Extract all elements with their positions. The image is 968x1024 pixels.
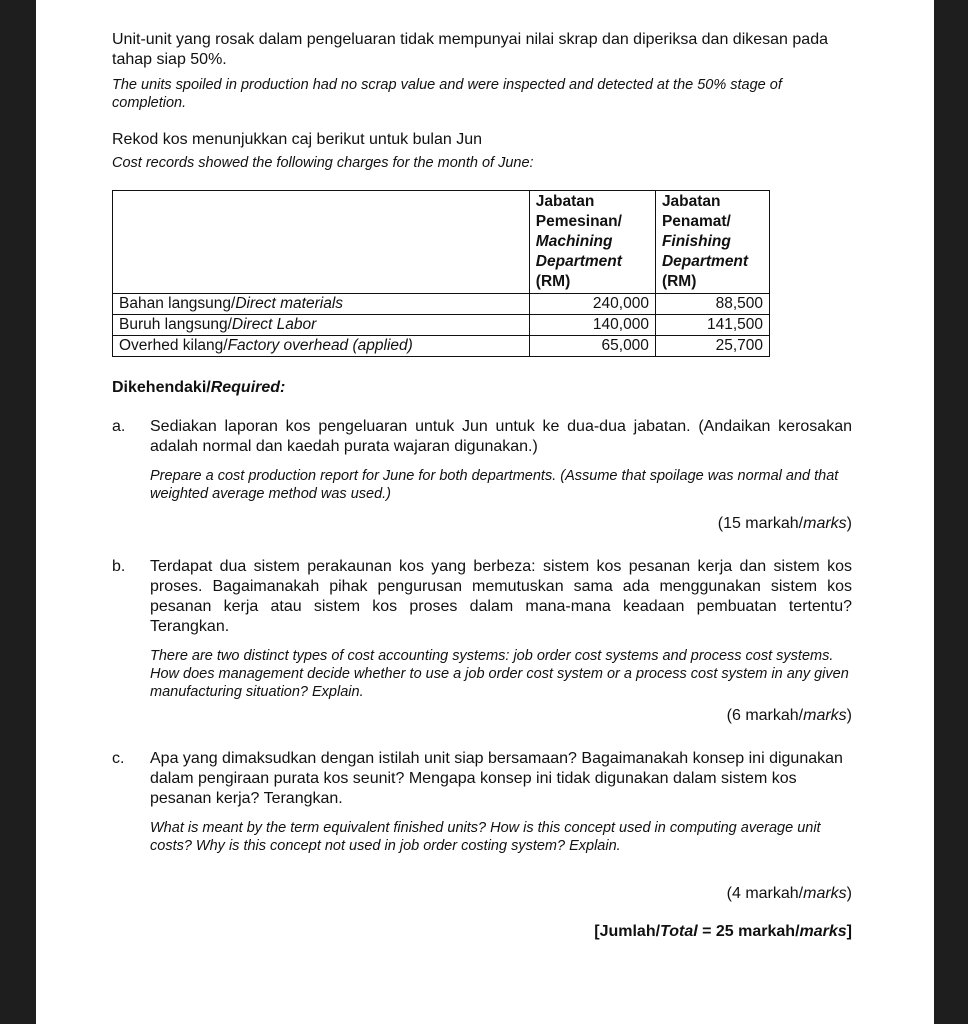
marks-close: ) — [846, 885, 852, 902]
spoilage-text-ms: Unit-unit yang rosak dalam pengeluaran tidak mempunyai nilai skrap dan diperiksa dan dikesan pada tahap siap 50%. — [112, 31, 828, 68]
machining-value: 240,000 — [529, 294, 655, 315]
total-marks — [112, 923, 852, 941]
question-c — [112, 749, 852, 903]
spoilage-text-en: The units spoiled in production had no scrap value and were inspected and detected at the 50% stage of completion. — [112, 77, 782, 111]
records-text-ms: Rekod kos menunjukkan caj berikut untuk bulan Jun — [112, 131, 482, 148]
table-row — [113, 336, 770, 357]
required-ms: Dikehendaki/ — [112, 379, 211, 396]
cost-records-note — [112, 130, 852, 172]
question-text-en: There are two distinct types of cost accounting systems: job order cost systems and process cost systems. How does management decide whether to use a job order cost system or a process cost system in any given manufacturing situation? Explain. — [150, 648, 849, 700]
header-machining-en: Machining Department — [535, 233, 622, 270]
marks-en: marks — [803, 707, 847, 724]
total-prefix: [Jumlah/ — [594, 923, 661, 940]
cost-table — [112, 190, 770, 357]
machining-value: 140,000 — [529, 315, 655, 336]
question-letter: b. — [112, 558, 126, 575]
finishing-value: 88,500 — [655, 294, 769, 315]
marks-ms: (15 markah/ — [717, 515, 804, 532]
table-row — [113, 315, 770, 336]
row-label-en: Direct Labor — [231, 316, 317, 333]
header-machining-ms: Jabatan Pemesinan/ — [535, 193, 622, 230]
spoilage-note — [112, 30, 852, 112]
question-letter: a. — [112, 418, 126, 435]
question-text-en: What is meant by the term equivalent finished units? How is this concept used in computing average unit costs? Why is this concept not used in job order costing system? Explain. — [150, 820, 821, 854]
question-marks — [150, 707, 852, 725]
header-finishing — [655, 191, 769, 294]
marks-close: ) — [846, 515, 852, 532]
cost-table-header — [113, 191, 770, 294]
total-en2: marks — [799, 923, 847, 940]
document-page — [36, 0, 934, 1024]
header-finishing-en: Finishing Department — [661, 233, 749, 270]
marks-ms: (6 markah/ — [726, 707, 804, 724]
row-label-ms: Overhed kilang/ — [119, 337, 228, 354]
row-label-ms: Buruh langsung/ — [119, 316, 232, 333]
total-suffix: = 25 markah/ — [697, 923, 800, 940]
required-en: Required: — [210, 379, 286, 396]
marks-en: marks — [803, 885, 847, 902]
question-text-ms: Sediakan laporan kos pengeluaran untuk Jun untuk ke dua-dua jabatan. (Andaikan kerosakan adalah normal dan kaedah purata wajaran digunakan.) — [150, 418, 852, 455]
required-heading — [112, 379, 852, 397]
row-label — [113, 315, 530, 336]
header-machining-unit: (RM) — [535, 273, 571, 290]
header-machining — [529, 191, 655, 294]
question-text-ms: Terdapat dua sistem perakaunan kos yang berbeza: sistem kos pesanan kerja dan sistem kos proses. Bagaimanakah pihak pengurusan memutuskan sama ada menggunakan sistem kos pesanan kerja atau sistem kos proses dalam mana-mana keadaan pembuatan tertentu? Terangkan. — [150, 558, 852, 635]
row-label-en: Factory overhead (applied) — [227, 337, 413, 354]
marks-close: ) — [846, 707, 852, 724]
row-label — [113, 294, 530, 315]
row-label-ms: Bahan langsung/ — [119, 295, 236, 312]
question-marks — [150, 515, 852, 533]
row-label — [113, 336, 530, 357]
marks-en: marks — [803, 515, 847, 532]
question-b — [112, 557, 852, 725]
table-row — [113, 294, 770, 315]
question-a — [112, 417, 852, 533]
finishing-value: 25,700 — [655, 336, 769, 357]
header-finishing-unit: (RM) — [661, 273, 697, 290]
marks-ms: (4 markah/ — [726, 885, 804, 902]
header-blank — [113, 191, 530, 294]
machining-value: 65,000 — [529, 336, 655, 357]
question-text-ms: Apa yang dimaksudkan dengan istilah unit siap bersamaan? Bagaimanakah konsep ini digunakan dalam pengiraan purata kos seunit? Mengapa konsep ini tidak digunakan dalam sistem kos pesanan kerja? Terangkan. — [150, 750, 843, 807]
header-finishing-ms: Jabatan Penamat/ — [661, 193, 731, 230]
question-content — [112, 30, 852, 941]
row-label-en: Direct materials — [235, 295, 344, 312]
question-marks — [150, 885, 852, 903]
records-text-en: Cost records showed the following charges for the month of June: — [112, 155, 534, 171]
question-text-en: Prepare a cost production report for June for both departments. (Assume that spoilage was normal and that weighted average method was used.) — [150, 468, 839, 502]
question-letter: c. — [112, 750, 125, 767]
total-close: ] — [846, 923, 852, 940]
total-en: Total — [660, 923, 698, 940]
finishing-value: 141,500 — [655, 315, 769, 336]
